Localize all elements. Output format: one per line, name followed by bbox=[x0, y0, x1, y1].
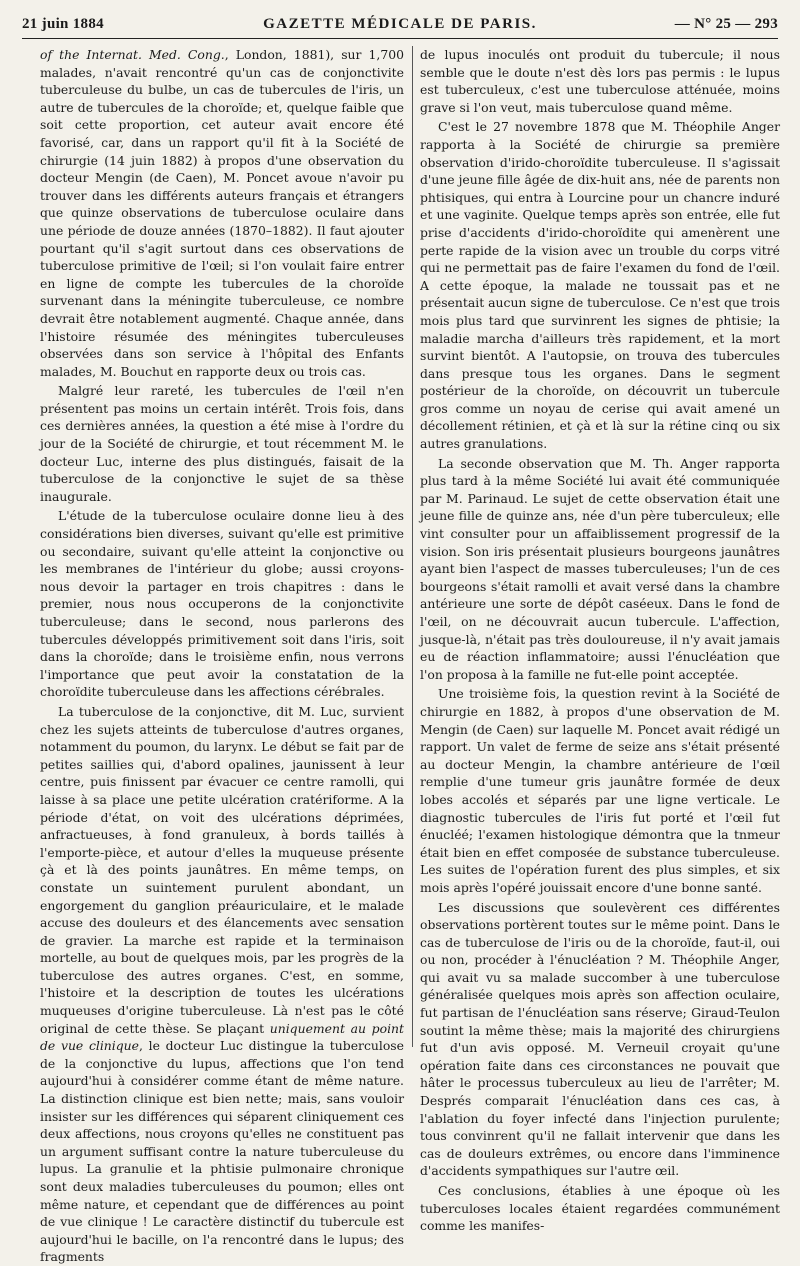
issue-date: 21 juin 1884 bbox=[22, 16, 104, 32]
paragraph: Ces conclusions, établies à une époque où les tuberculoses locales étaient regardées communément comme les manifes- bbox=[420, 1183, 780, 1234]
page-header bbox=[22, 14, 778, 36]
paragraph bbox=[40, 703, 404, 1266]
citation-italic: of the Internat. Med. Cong. bbox=[40, 47, 225, 62]
paragraph bbox=[40, 46, 404, 380]
paragraph-text: , London, 1881), sur 1,700 malades, n'avait rencontré qu'un cas de conjonctivite tuberculeuse du bulbe, un cas de tubercules de l'iris, un autre de tubercules de la choroïde; et, quelque faible que soit cette proportion, cet auteur avait encore été favorisé, car, dans un rapport qu'il fit à la Société de chirurgie (14 juin 1882) à propos d'une observation du docteur Mengin (de Caen), M. Poncet avoue n'avoir pu trouver dans les différents auteurs français et étrangers que quinze observations de tuberculose oculaire dans une période de douze années (1870–1882). Il faut ajouter pourtant qu'il s'agit surtout dans ces observations de tuberculose primitive de l'œil; si l'on voulait faire entrer en ligne de compte les tubercules de la choroïde survenant dans la méningite tuberculeuse, ce nombre devrait être notablement augmenté. Chaque année, dans l'histoire résumée des méningites tuberculeuses observées dans son service à l'hôpital des Enfants malades, M. Bouchut en rapporte deux ou trois cas. bbox=[40, 47, 405, 379]
journal-title: GAZETTE MÉDICALE DE PARIS. bbox=[263, 16, 537, 32]
column-divider bbox=[412, 46, 413, 1047]
paragraph-text: , le docteur Luc distingue la tuberculose de la conjonctive du lupus, affections que l'on tend aujourd'hui à considérer comme étant de même nature. La distinction clinique est bien nette; mais, sans vouloir insister sur les différences qui séparent cliniquement ces deux affections, nous croyons qu'elles ne constituent pas un argument suffisant contre la nature tuberculeuse du lupus. La granulie et la phtisie pulmonaire chronique sont deux maladies tuberculeuses du poumon; elles ont même nature, et cependant que de différences au point de vue clinique ! Le caractère distinctif du tubercule est aujourd'hui le bacille, on l'a rencontré dans le lupus; des fragments bbox=[40, 1038, 404, 1265]
paragraph: de lupus inoculés ont produit du tubercule; il nous semble que le doute n'est dès lors pas permis : le lupus est tuberculeux, c'est une tuberculose atténuée, moins grave si l'on veut, mais tuberculose quand même. bbox=[420, 47, 780, 115]
paragraph: Une troisième fois, la question revint à la Société de chirurgie en 1882, à propos d'une observation de M. Mengin (de Caen) sur laquelle M. Poncet avait rédigé un rapport. Un valet de ferme de seize ans s'était présenté au docteur Mengin, la chambre antérieure de l'œil remplie d'une tumeur gris jaunâtre formée de deux lobes accolés et séparés par une ligne verticale. Le diagnostic tubercules de l'iris fut porté et l'œil fut énucléé; l'examen histologique démontra que la tnmeur était bien en effet composée de substance tuberculeuse. Les suites de l'opération furent des plus simples, et six mois après l'opéré jouissait encore d'une bonne santé. bbox=[420, 686, 780, 895]
paragraph: C'est le 27 novembre 1878 que M. Théophile Anger rapporta à la Société de chirurgie sa première observation d'irido-choroïdite tuberculeuse. Il s'agissait d'une jeune fille âgée de dix-huit ans, née de parents non phtisiques, qui entra à Lourcine pour un chancre induré et une vaginite. Quelque temps après son entrée, elle fut prise d'accidents d'irido-choroïdite qui amenèrent une perte rapide de la vision avec un trouble du corps vitré qui ne permettait pas de faire l'examen du fond de l'œil. A cette époque, la malade ne toussait pas et ne présentait aucun signe de tuberculose. Ce n'est que trois mois plus tard que survinrent les signes de phtisie; la maladie marcha d'ailleurs très rapidement, et la mort survint bientôt. A l'autopsie, on trouva des tubercules dans presque tous les organes. Dans le segment postérieur de la choroïde, on découvrit un tubercule gros comme un noyau de cerise qui avait amené un décollement rétinien, et çà et là sur la rétine cinq ou six autres granulations. bbox=[420, 119, 780, 452]
paragraph: Malgré leur rareté, les tubercules de l'œil n'en présentent pas moins un certain intérêt. Trois fois, dans ces dernières années, la question a été mise à l'ordre du jour de la Société de chirurgie, et tout récemment M. le docteur Luc, interne des plus distingués, faisait de la tuberculose de la conjonctive le sujet de sa thèse inaugurale. bbox=[40, 383, 404, 504]
paragraph: Les discussions que soulevèrent ces différentes observations portèrent toutes sur le même point. Dans le cas de tuberculose de l'iris ou de la choroïde, faut-il, oui ou non, procéder à l'énucléation ? M. Théophile Anger, qui avait vu sa malade succomber à une tuberculose généralisée quelques mois après son affection oculaire, fut partisan de l'énucléation sans réserve; Giraud-Teulon soutint la même thèse; mais la majorité des chirurgiens fut d'un avis opposé. M. Verneuil croyait qu'une opération faite dans ces circonstances ne pouvait que hâter le processus tuberculeux au lieu de l'arrêter; M. Després comparait l'énucléation dans ces cas, à l'ablation du foyer infecté dans l'injection purulente; tous convinrent qu'il ne fallait intervenir que dans les cas de douleurs extrêmes, ou encore dans l'imminence d'accidents sympathiques sur l'autre œil. bbox=[420, 899, 780, 1179]
header-rule bbox=[22, 38, 778, 39]
paragraph: La seconde observation que M. Th. Anger rapporta plus tard à la même Société lui avait été communiquée par M. Parinaud. Le sujet de cette observation était une jeune fille de quinze ans, née d'un père tuberculeux; elle vint consulter pour un affaiblissement progressif de la vision. Son iris présentait plusieurs bourgeons jaunâtres ayant bien l'aspect de masses tuberculeuses; l'un de ces bourgeons s'était ramolli et avait versé dans la chambre antérieure une sorte de dépôt caséeux. Dans le fond de l'œil, on ne découvrait aucun tubercule. L'affection, jusque-là, n'était pas très douloureuse, il n'y avait jamais eu de réaction inflammatoire; aussi l'énucléation que l'on proposa à la famille ne fut-elle point acceptée. bbox=[420, 455, 780, 682]
right-column bbox=[420, 46, 780, 1235]
emphasis-italic: uniquement au point de vue clinique bbox=[40, 1020, 404, 1054]
paragraph-text: La tuberculose de la conjonctive, dit M. Luc, survient chez les sujets atteints de tuberculose d'autres organes, notamment du poumon, du larynx. Le début se fait par de petites saillies qui, d'abord opalines, jaunissent à leur centre, puis finissent par évacuer ce centre ramolli, qui laisse à sa place une petite ulcération cratériforme. A la période d'état, on voit des ulcérations déprimées, anfractueuses, à fond granuleux, à bords taillés à l'emporte-pièce, et autour d'elles la muqueuse présente çà et là des points jaunâtres. En même temps, on constate un suintement purulent abondant, un engorgement du ganglion préauriculaire, et le malade accuse des douleurs et des élancements avec sensation de gravier. La marche est rapide et la terminaison mortelle, au bout de quelques mois, par les progrès de la tuberculose des autres organes. C'est, en somme, l'histoire et la description de toutes les ulcérations muqueuses d'origine tuberculeuse. Là n'est pas le côté original de cette thèse. Se plaçant bbox=[40, 703, 404, 1036]
issue-page-number: — N° 25 — 293 bbox=[674, 16, 778, 32]
left-column bbox=[40, 46, 404, 1266]
paragraph: L'étude de la tuberculose oculaire donne lieu à des considérations bien diverses, suivant qu'elle est primitive ou secondaire, suivant qu'elle atteint la conjonctive ou les membranes de l'intérieur du globe; aussi croyons-nous devoir la partager en trois chapitres : dans le premier, nous nous occuperons de la conjonctivite tuberculeuse; dans le second, nous parlerons des tubercules développés primitivement soit dans l'iris, soit dans la choroïde; dans le troisième enfin, nous verrons l'importance que peut avoir la constatation de la choroïdite tuberculeuse dans les affections cérébrales. bbox=[40, 508, 404, 700]
